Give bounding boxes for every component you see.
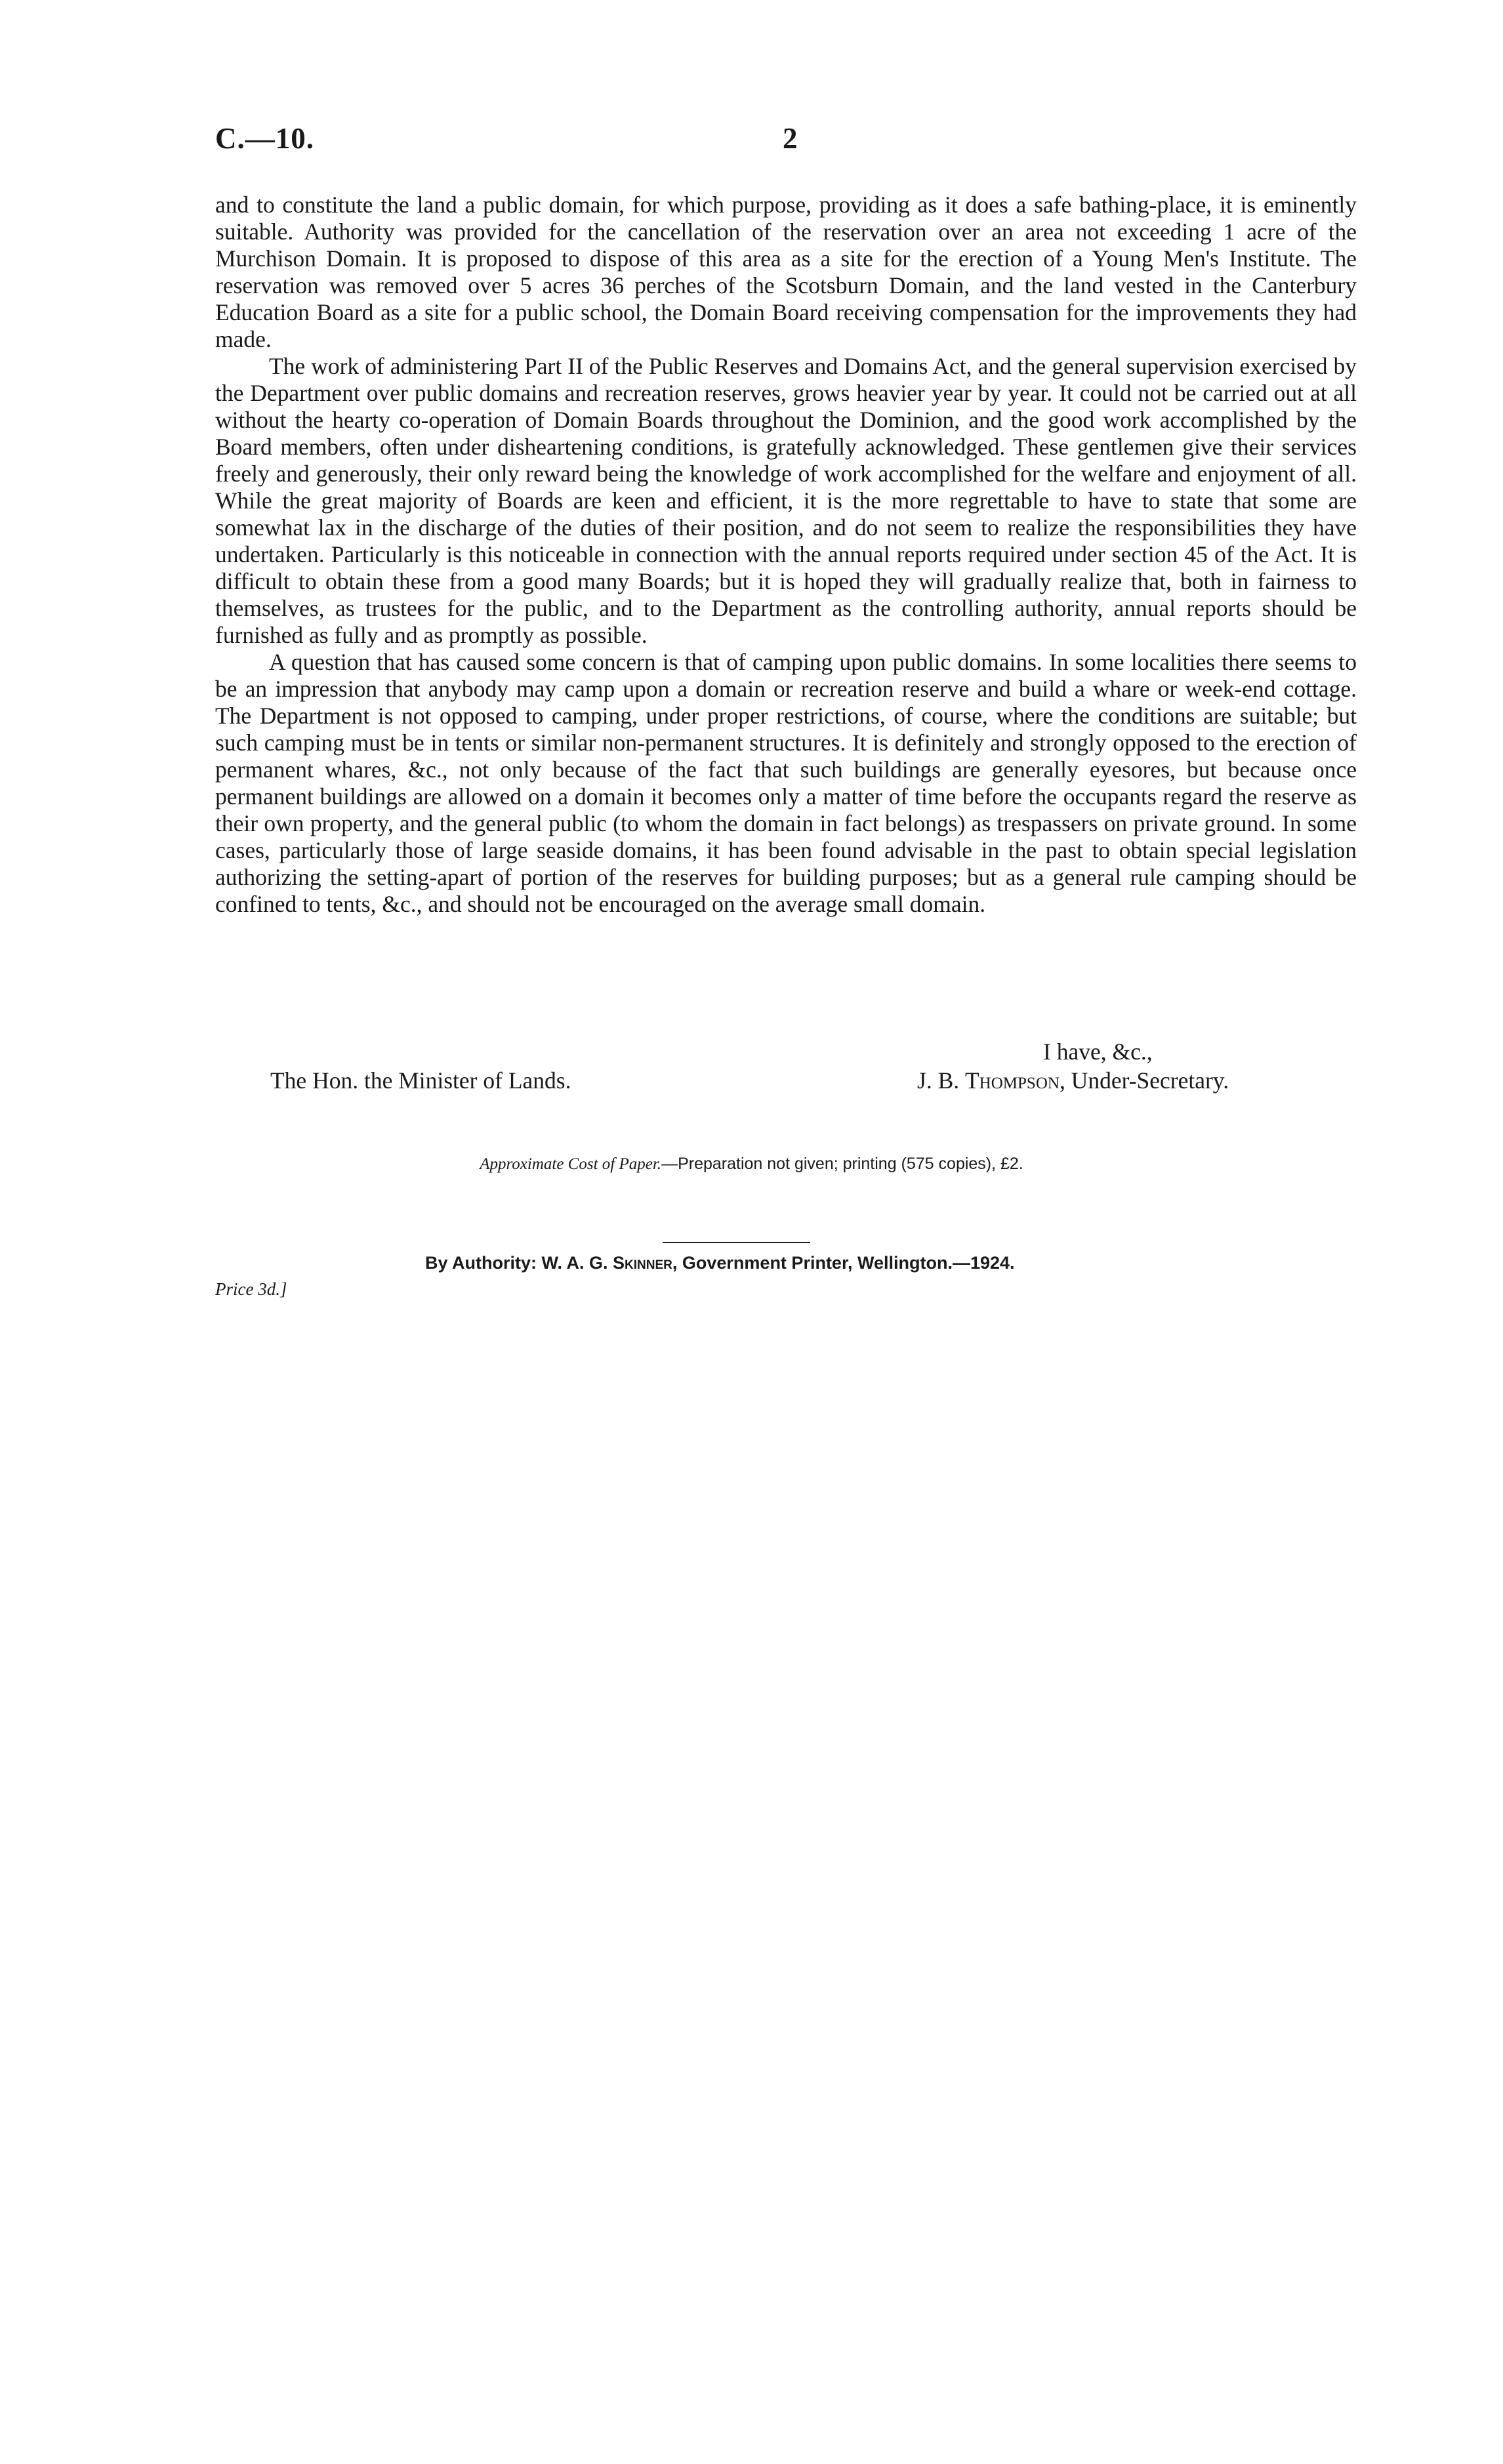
signatory xyxy=(917,1067,1229,1094)
cost-of-paper xyxy=(0,1155,1503,1174)
printer-surname: Skinner xyxy=(613,1253,672,1273)
price: Price 3d.] xyxy=(215,1279,287,1299)
paragraph-2: The work of administering Part II of the Public Reserves and Domains Act, and the general supervision exercised by the Department over public domains and recreation reserves, grows heavier year by year. It could not be carried out at all without the hearty co-operation of Domain Boards throughout the Dominion, and the good work accomplished by the Board members, often under disheartening conditions, is gratefully acknowledged. These gentlemen give their services freely and generously, their only reward being the knowledge of work accomplished for the welfare and enjoyment of all. While the great majority of Boards are keen and efficient, it is the more regrettable to have to state that some are somewhat lax in the discharge of the duties of their position, and do not seem to realize the responsibilities they have undertaken. Particularly is this noticeable in connection with the annual reports required under section 45 of the Act. It is difficult to obtain these from a good many Boards; but it is hoped they will gradually realize that, both in fairness to themselves, as trustees for the public, and to the Department as the controlling authority, annual reports should be furnished as fully and as promptly as possible. xyxy=(215,353,1357,648)
body-text xyxy=(215,192,1357,918)
page-number: 2 xyxy=(783,122,798,155)
signatory-initials: J. B. xyxy=(917,1067,960,1094)
paragraph-3: A question that has caused some concern is that of camping upon public domains. In some localities there seems to be an impression that anybody may camp upon a domain or recreation reserve and build a whare or week-end cottage. The Department is not opposed to camping, under proper restrictions, of course, where the conditions are suitable; but such camping must be in tents or similar non-permanent structures. It is definitely and strongly opposed to the erection of permanent whares, &c., not only because of the fact that such buildings are generally eyesores, but because once permanent buildings are allowed on a domain it becomes only a matter of time before the occupants regard the reserve as their own property, and the general public (to whom the domain in fact belongs) as trespassers on private ground. In some cases, particularly those of large seaside domains, it has been found advisable in the past to obtain special legislation authorizing the setting-apart of portion of the reserves for building purposes; but as a general rule camping should be confined to tents, &c., and should not be encouraged on the average small domain. xyxy=(215,649,1357,917)
cost-text: —Preparation not given; printing (575 copies), £2. xyxy=(661,1155,1023,1173)
printer-suffix: , Government Printer, Wellington.—1924. xyxy=(672,1253,1015,1273)
signatory-title: , Under-Secretary. xyxy=(1059,1067,1229,1094)
printer-initials: W. A. G. xyxy=(541,1253,608,1273)
addressee: The Hon. the Minister of Lands. xyxy=(270,1067,571,1094)
signatory-surname: Thompson xyxy=(965,1067,1060,1094)
divider-rule xyxy=(663,1242,810,1243)
cost-label: Approximate Cost of Paper. xyxy=(480,1155,662,1173)
printer-authority xyxy=(425,1253,1015,1273)
paragraph-1: and to constitute the land a public domain, for which purpose, providing as it does a safe bathing-place, it is eminently suitable. Authority was provided for the cancellation of the reservation over an area not exceeding 1 acre of the Murchison Domain. It is proposed to dispose of this area as a site for the erection of a Young Men's Institute. The reservation was removed over 5 acres 36 perches of the Scotsburn Domain, and the land vested in the Canterbury Education Board as a site for a public school, the Domain Board receiving compensation for the improvements they had made. xyxy=(215,192,1357,352)
page-header xyxy=(215,121,1357,161)
document-reference: C.—10. xyxy=(215,122,314,155)
authority-prefix: By Authority: xyxy=(425,1253,537,1273)
closing-salutation: I have, &c., xyxy=(1043,1038,1153,1065)
